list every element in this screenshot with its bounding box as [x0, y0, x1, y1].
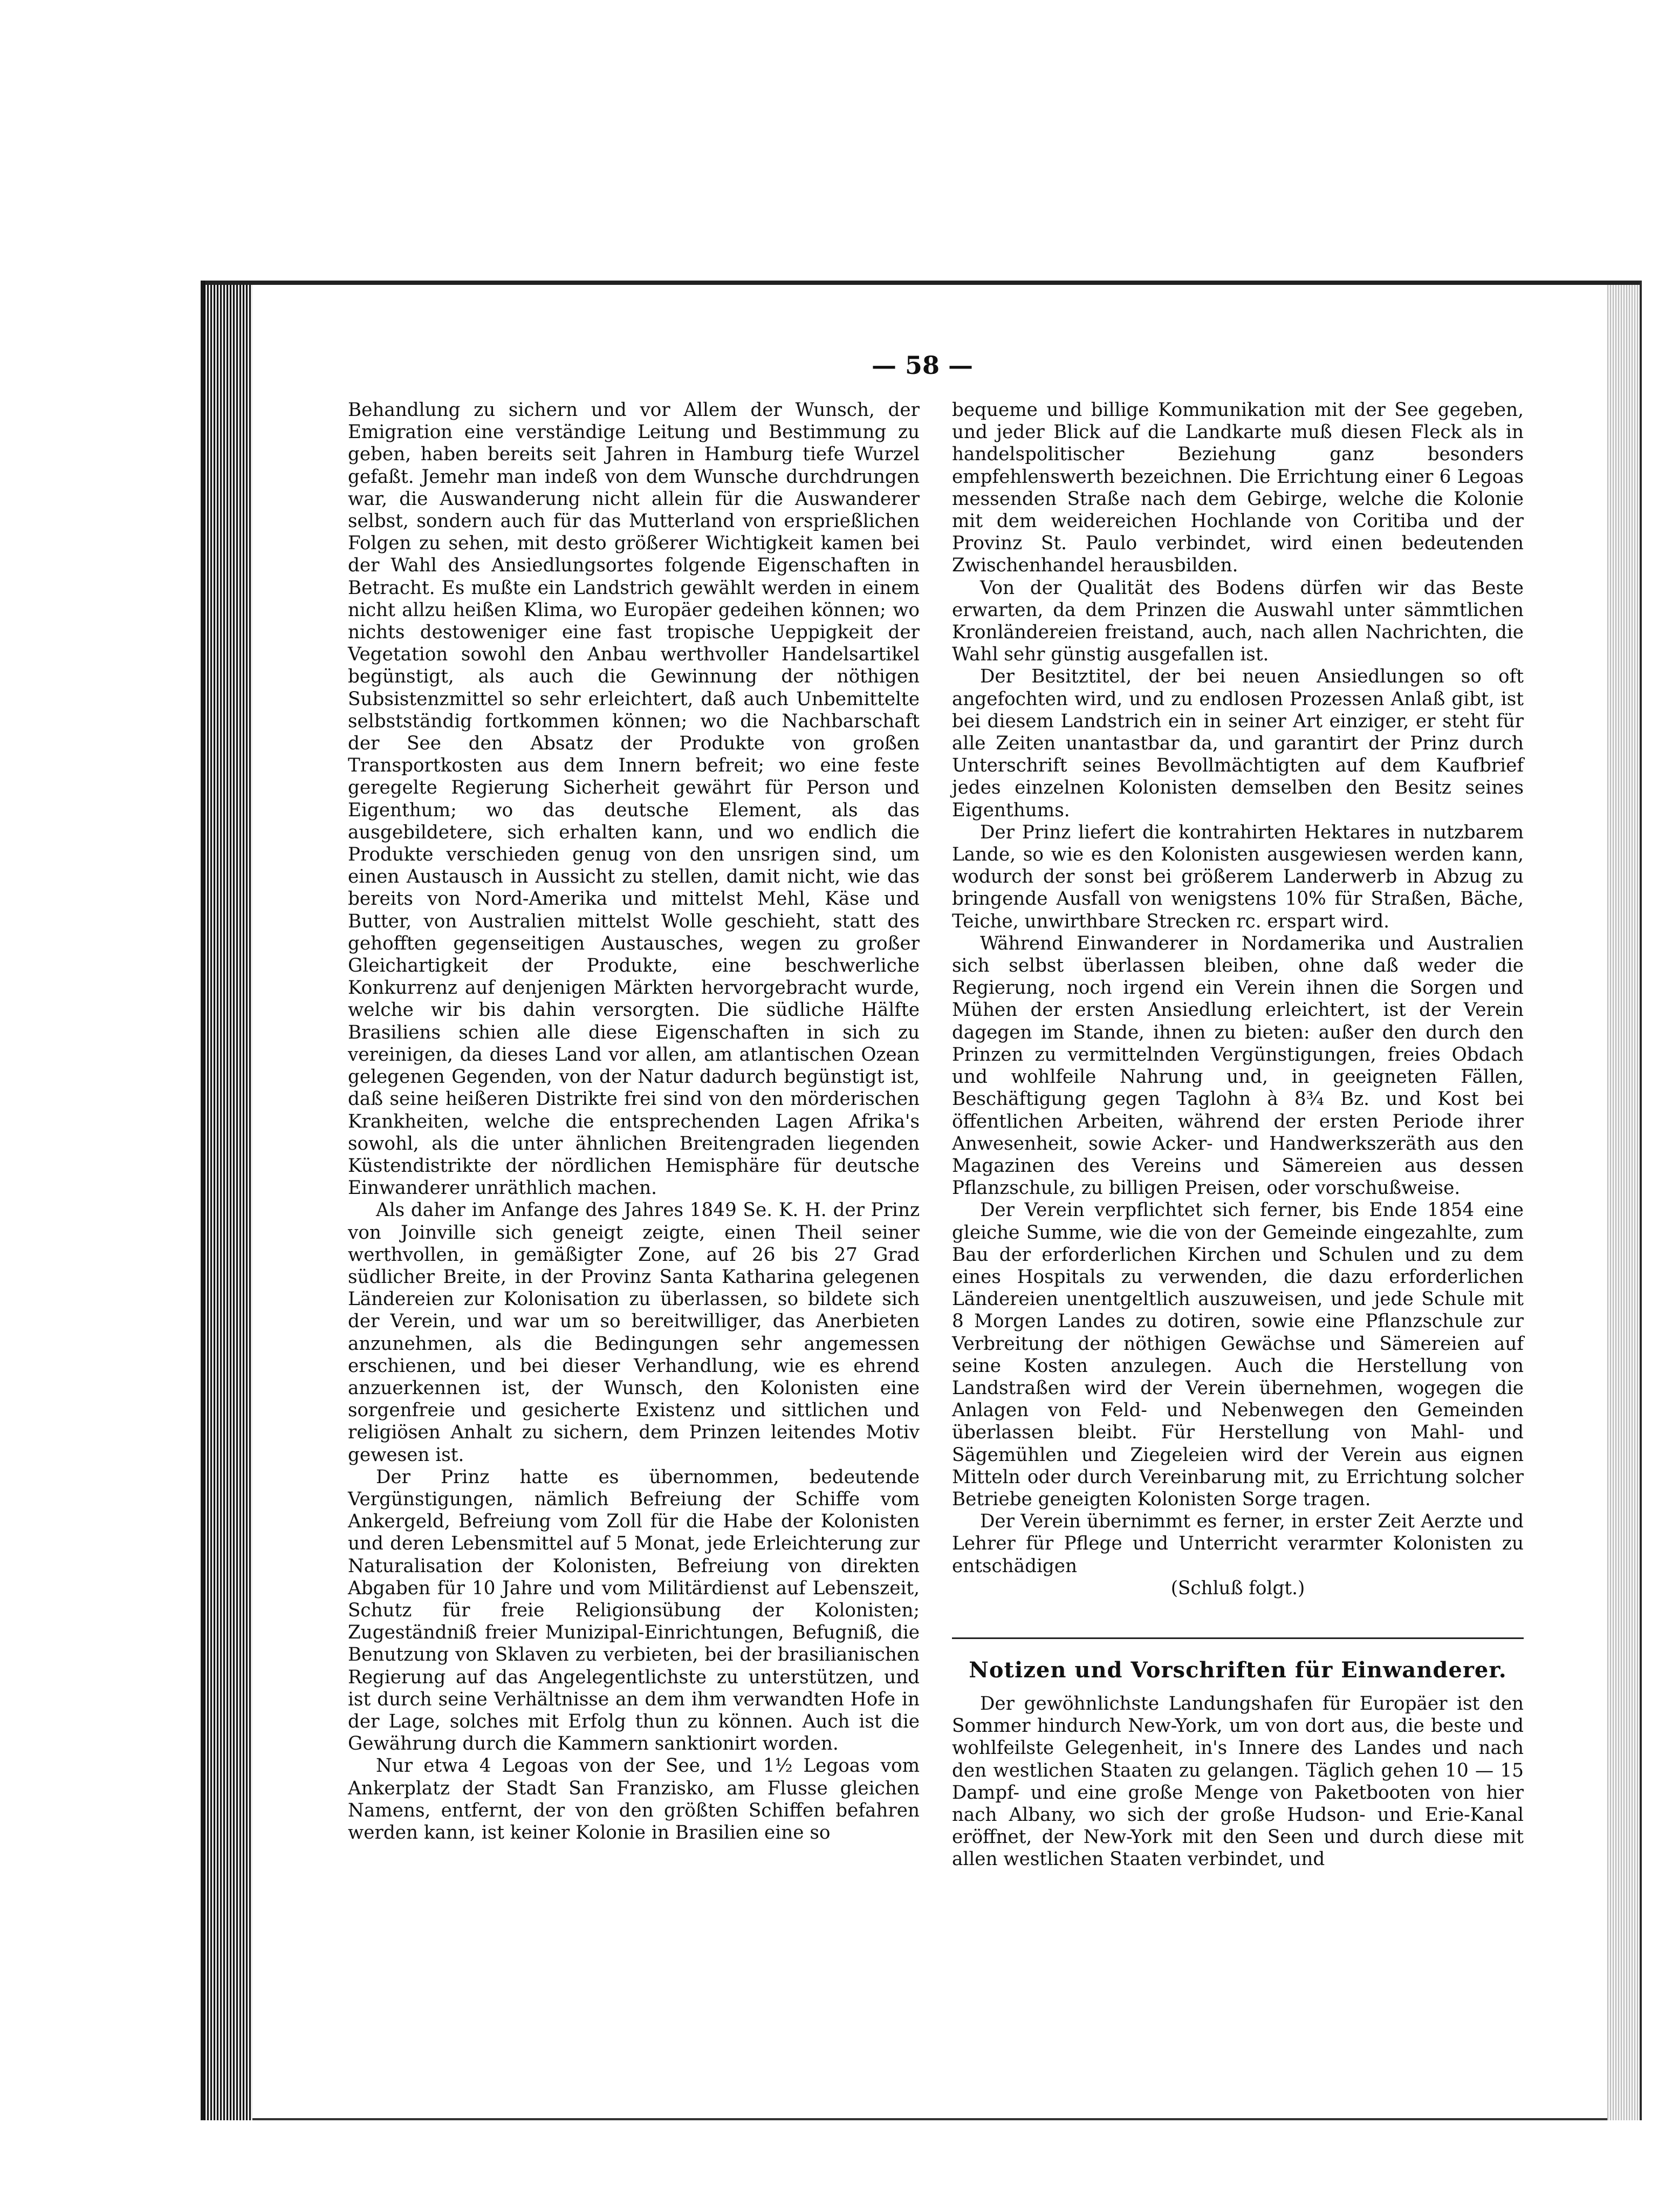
left-paragraph: Als daher im Anfange des Jahres 1849 Se. K. H. der Prinz von Joinville sich geneigt zeigte, einen Theil seiner werthvollen, in gemäßigter Zone, auf 26 bis 27 Grad südlicher Breite, in der Provinz Santa Katharina gelegenen Ländereien zur Kolonisation zu überlassen, so bildete sich der Verein, und war um so bereitwilliger, das Anerbieten anzunehmen, als die Bedingungen sehr angemessen erschienen, und bei dieser Verhandlung, wie es ehrend anzuerkennen ist, der Wunsch, den Kolonisten eine sorgenfreie und gesicherte Existenz und sittlichen und religiösen Anhalt zu sichern, dem Prinzen leitendes Motiv gewesen ist. [348, 1199, 920, 1466]
book-spine-edge [204, 281, 252, 2120]
right-paragraph: Während Einwanderer in Nordamerika und Australien sich selbst überlassen bleiben, ohne daß weder die Regierung, noch irgend ein Verein ihnen die Sorgen und Mühen der ersten Ansiedlung erleichtert, ist der Verein dagegen im Stande, ihnen zu bieten: außer den durch den Prinzen zu vermittelnden Vergünstigungen, freies Obdach und wohlfeile Nahrung und, in geeigneten Fällen, Beschäftigung gegen Taglohn à 8¾ Bz. und Kost bei öffentlichen Arbeiten, während der ersten Periode ihrer Anwesenheit, sowie Acker- und Handwerkszeräth aus den Magazinen des Vereins und Sämereien aus dessen Pflanzschule, zu billigen Preisen, oder vorschußweise. [952, 932, 1524, 1199]
right-paragraph: Von der Qualität des Bodens dürfen wir das Beste erwarten, da dem Prinzen die Auswahl unter sämmtlichen Kronländereien freistand, auch, nach allen Nachrichten, die Wahl sehr günstig ausgefallen ist. [952, 577, 1524, 666]
left-paragraph: Der Prinz hatte es übernommen, bedeutende Vergünstigungen, nämlich Befreiung der Schiffe vom Ankergeld, Befreiung vom Zoll für die Habe der Kolonisten und deren Lebensmittel auf 5 Monat, jede Erleichterung zur Naturalisation der Kolonisten, Befreiung von direkten Abgaben für 10 Jahre und vom Militärdienst auf Lebenszeit, Schutz für freie Religionsübung der Kolonisten; Zugeständniß freier Munizipal-Einrichtungen, Befugniß, die Benutzung von Sklaven zu verbieten, bei der brasilianischen Regierung auf das Angelegentlichste zu unterstützen, und ist durch seine Verhältnisse an dem ihm verwandten Hofe in der Lage, solches mit Erfolg thun zu können. Auch ist die Gewährung durch die Kammern sanktionirt worden. [348, 1466, 920, 1755]
left-paragraph: Nur etwa 4 Legoas von der See, und 1½ Legoas vom Ankerplatz der Stadt San Franzisko, am Flusse gleichen Namens, entfernt, der von den größten Schiffen befahren werden kann, ist keiner Kolonie in Brasilien eine so [348, 1755, 920, 1844]
page-top-edge [205, 281, 1640, 285]
right-paragraph: Der Verein übernimmt es ferner, in erster Zeit Aerzte und Lehrer für Pflege und Unterricht verarmter Kolonisten zu entschädigen [952, 1511, 1524, 1577]
left-column [348, 399, 920, 1844]
page-stack-edge [1607, 281, 1640, 2120]
section-divider [952, 1637, 1524, 1639]
left-paragraph: Behandlung zu sichern und vor Allem der Wunsch, der Emigration eine verständige Leitung und Bestimmung zu geben, haben bereits seit Jahren in Hamburg tiefe Wurzel gefaßt. Jemehr man indeß von dem Wunsche durchdrungen war, die Auswanderung nicht allein für die Auswanderer selbst, sondern auch für das Mutterland von ersprießlichen Folgen zu sehen, mit desto größerer Wichtigkeit kamen bei der Wahl des Ansiedlungsortes folgende Eigenschaften in Betracht. Es mußte ein Landstrich gewählt werden in einem nicht allzu heißen Klima, wo Europäer gedeihen können; wo nichts destoweniger eine fast tropische Ueppigkeit der Vegetation sowohl den Anbau werthvoller Handelsartikel begünstigt, als auch die Gewinnung der nöthigen Subsistenzmittel so sehr erleichtert, daß auch Unbemittelte selbstständig fortkommen können; wo die Nachbarschaft der See den Absatz der Produkte von großen Transportkosten aus dem Innern befreit; wo eine feste geregelte Regierung Sicherheit gewährt für Person und Eigenthum; wo das deutsche Element, als das ausgebildetere, sich erhalten kann, und wo endlich die Produkte verschieden genug von den unsrigen sind, um einen Austausch in Aussicht zu stellen, damit nicht, wie das bereits von Nord-Amerika und mittelst Mehl, Käse und Butter, von Australien mittelst Wolle geschieht, statt des gehofften gegenseitigen Austausches, wegen zu großer Gleichartigkeit der Produkte, eine beschwerliche Konkurrenz auf denjenigen Märkten hervorgebracht wurde, welche wir bis dahin versorgten. Die südliche Hälfte Brasiliens schien alle diese Eigenschaften in sich zu vereinigen, da dieses Land vor allen, am atlantischen Ozean gelegenen Gegenden, von der Natur dadurch begünstigt ist, daß seine heißeren Distrikte frei sind von den mörderischen Krankheiten, welche die entsprechenden Lagen Afrika's sowohl, als die unter ähnlichen Breitengraden liegenden Küstendistrikte der nördlichen Hemisphäre für deutsche Einwanderer unräthlich machen. [348, 399, 920, 1199]
page-number: — 58 — [871, 351, 974, 380]
right-column [952, 399, 1524, 1871]
right-paragraph: bequeme und billige Kommunikation mit der See gegeben, und jeder Blick auf die Landkarte muß diesen Fleck als in handelspolitischer Beziehung ganz besonders empfehlenswerth bezeichnen. Die Errichtung einer 6 Legoas messenden Straße nach dem Gebirge, welche die Kolonie mit dem weidereichen Hochlande von Coritiba und der Provinz St. Paulo verbindet, wird einen bedeutenden Zwischenhandel herausbilden. [952, 399, 1524, 577]
section-paragraph: Der gewöhnlichste Landungshafen für Europäer ist den Sommer hindurch New-York, um von dort aus, die beste und wohlfeilste Gelegenheit, in's Innere des Landes und nach den westlichen Staaten zu gelangen. Täglich gehen 10 — 15 Dampf- und eine große Menge von Paketbooten von hier nach Albany, wo sich der große Hudson- und Erie-Kanal eröffnet, der New-York mit den Seen und durch diese mit allen westlichen Staaten verbindet, und [952, 1692, 1524, 1870]
right-paragraph: Der Prinz liefert die kontrahirten Hektares in nutzbarem Lande, so wie es den Kolonisten ausgewiesen werden kann, wodurch der sonst bei größerem Landerwerb in Abzug zu bringende Ausfall von wenigstens 10% für Straßen, Bäche, Teiche, unwirthbare Strecken rc. erspart wird. [952, 821, 1524, 932]
continued-note: (Schluß folgt.) [1170, 1577, 1305, 1599]
right-paragraph: Der Besitztitel, der bei neuen Ansiedlungen so oft angefochten wird, und zu endlosen Prozessen Anlaß gibt, ist bei diesem Landstrich ein in seiner Art einziger, er steht für alle Zeiten unantastbar da, und garantirt der Prinz durch Unterschrift seines Bevollmächtigten auf dem Kaufbrief jedes einzelnen Kolonisten demselben den Besitz seines Eigenthums. [952, 666, 1524, 821]
section-heading: Notizen und Vorschriften für Einwanderer. [969, 1657, 1507, 1683]
right-paragraph: Der Verein verpflichtet sich ferner, bis Ende 1854 eine gleiche Summe, wie die von der Gemeinde eingezahlte, zum Bau der erforderlichen Kirchen und Schulen und zu dem eines Hospitals zu verwenden, die dazu erforderlichen Ländereien unentgeltlich auszuweisen, und jede Schule mit 8 Morgen Landes zu dotiren, sowie eine Pflanzschule zur Verbreitung der nöthigen Gewächse und Sämereien auf seine Kosten anzulegen. Auch die Herstellung von Landstraßen wird der Verein übernehmen, wogegen die Anlagen von Feld- und Nebenwegen den Gemeinden überlassen bleibt. Für Herstellung von Mahl- und Sägemühlen und Ziegeleien wird der Verein aus eignen Mitteln oder durch Vereinbarung mit, zu Errichtung solcher Betriebe geneigten Kolonisten Sorge tragen. [952, 1199, 1524, 1510]
